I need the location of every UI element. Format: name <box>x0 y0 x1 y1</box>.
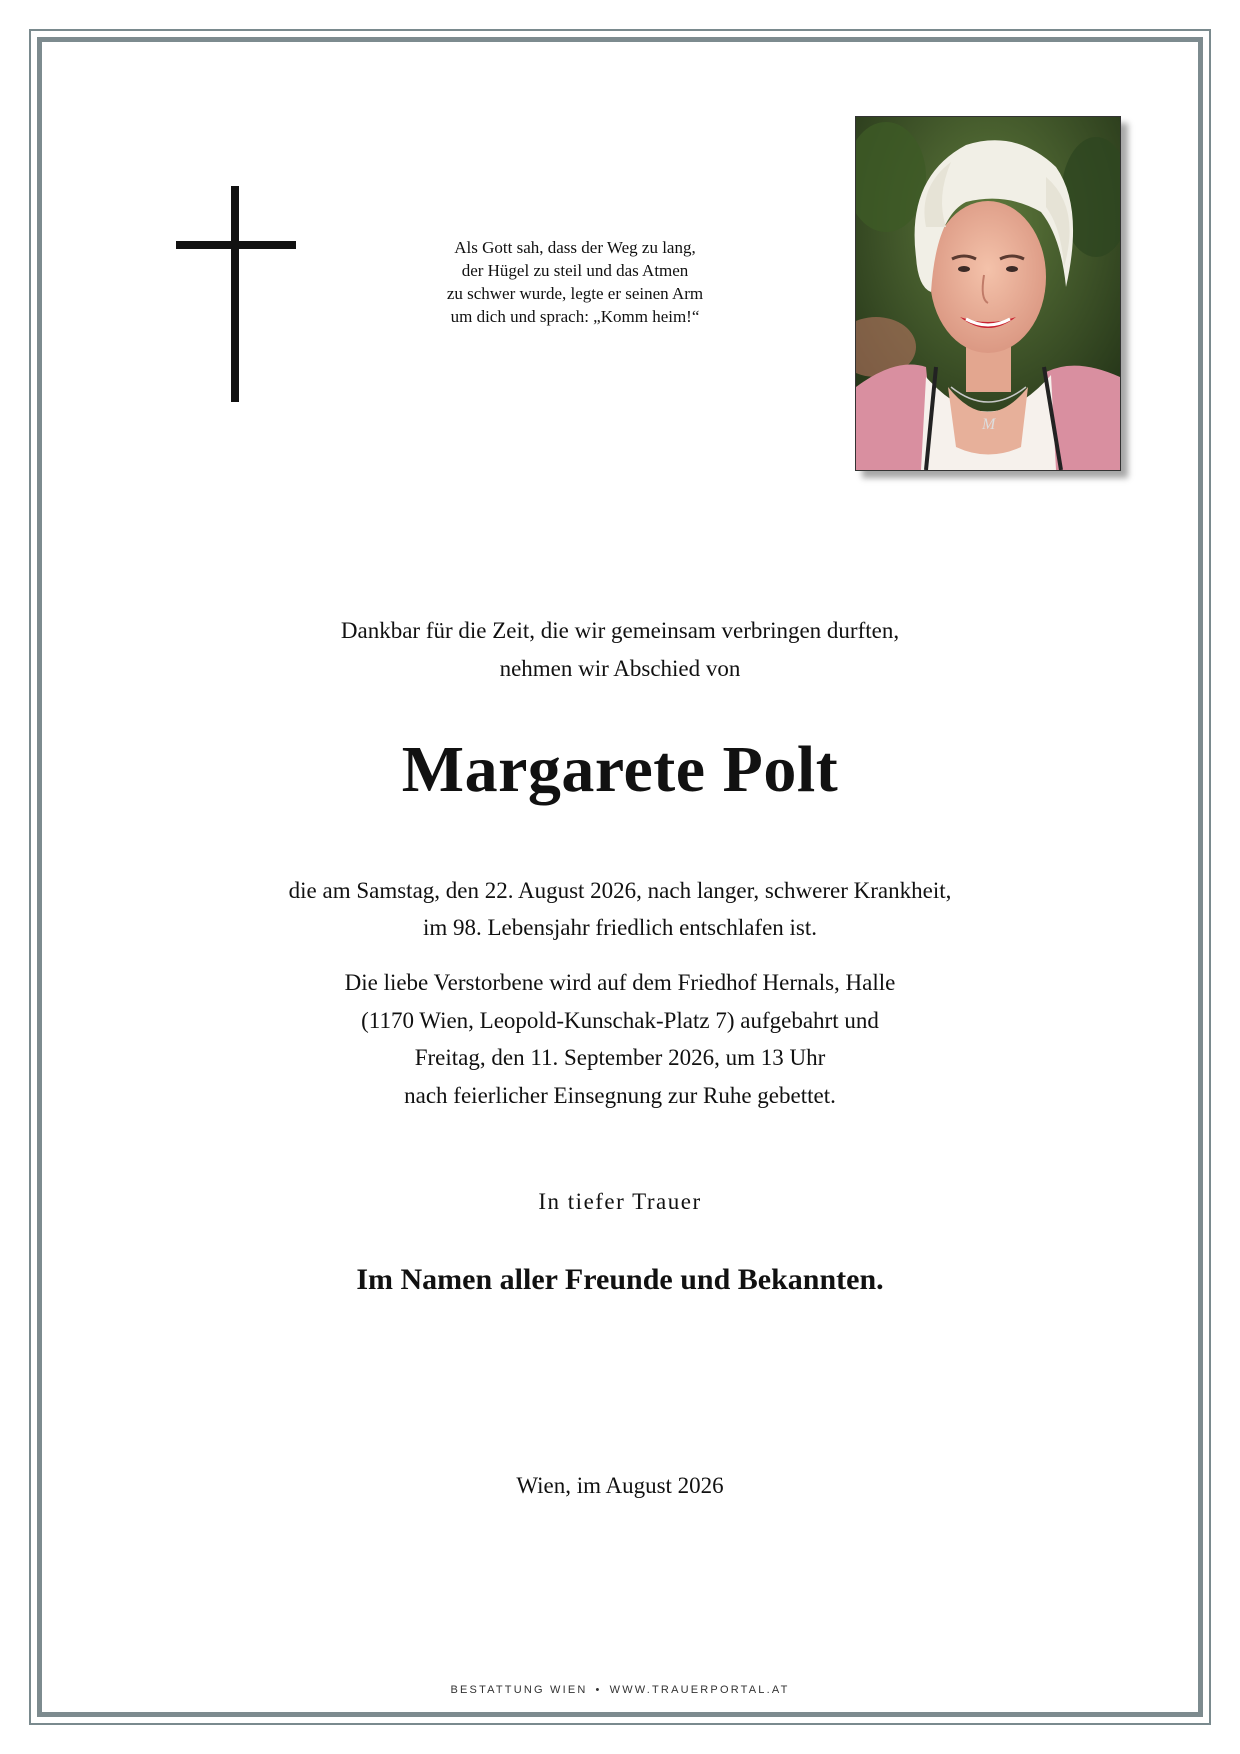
footer-publisher: BESTATTUNG WIEN <box>450 1684 588 1696</box>
deceased-name: Margarete Polt <box>401 733 839 806</box>
burial-line: Freitag, den 11. September 2026, um 13 Uhr <box>414 1045 826 1070</box>
svg-text:M: M <box>982 416 996 433</box>
verse-line: um dich und sprach: „Komm heim!“ <box>450 307 700 326</box>
death-line: die am Samstag, den 22. August 2026, nach langer, schwerer Krankheit, <box>288 878 952 903</box>
verse-line: zu schwer wurde, legte er seinen Arm <box>446 284 704 303</box>
cross-icon <box>176 186 296 402</box>
death-line: im 98. Lebensjahr friedlich entschlafen ist. <box>422 915 818 940</box>
footer-separator: • <box>595 1684 602 1696</box>
burial-line: nach feierlicher Einsegnung zur Ruhe gebettet. <box>404 1082 836 1108</box>
burial-line: (1170 Wien, Leopold-Kunschak-Platz 7) aufgebahrt und <box>361 1007 879 1033</box>
verse-line: Als Gott sah, dass der Weg zu lang, <box>454 238 696 257</box>
verse-block <box>400 236 750 328</box>
burial-notice <box>0 964 1240 1114</box>
signature-line: Im Namen aller Freunde und Bekannten. <box>356 1263 884 1296</box>
intro-line: Dankbar für die Zeit, die wir gemeinsam verbringen durften, <box>340 618 900 643</box>
portrait-photo <box>855 116 1121 471</box>
burial-line: Die liebe Verstorbene wird auf dem Friedhof Hernals, Halle <box>344 970 896 995</box>
death-notice <box>0 872 1240 946</box>
place-date: Wien, im August 2026 <box>516 1473 724 1498</box>
mourning-phrase: In tiefer Trauer <box>538 1189 702 1214</box>
intro-text <box>0 612 1240 688</box>
verse-line: der Hügel zu steil und das Atmen <box>461 261 689 280</box>
intro-line: nehmen wir Abschied von <box>499 656 741 681</box>
footer-website-link[interactable]: WWW.TRAUERPORTAL.AT <box>609 1684 790 1696</box>
footer <box>0 1683 1240 1697</box>
